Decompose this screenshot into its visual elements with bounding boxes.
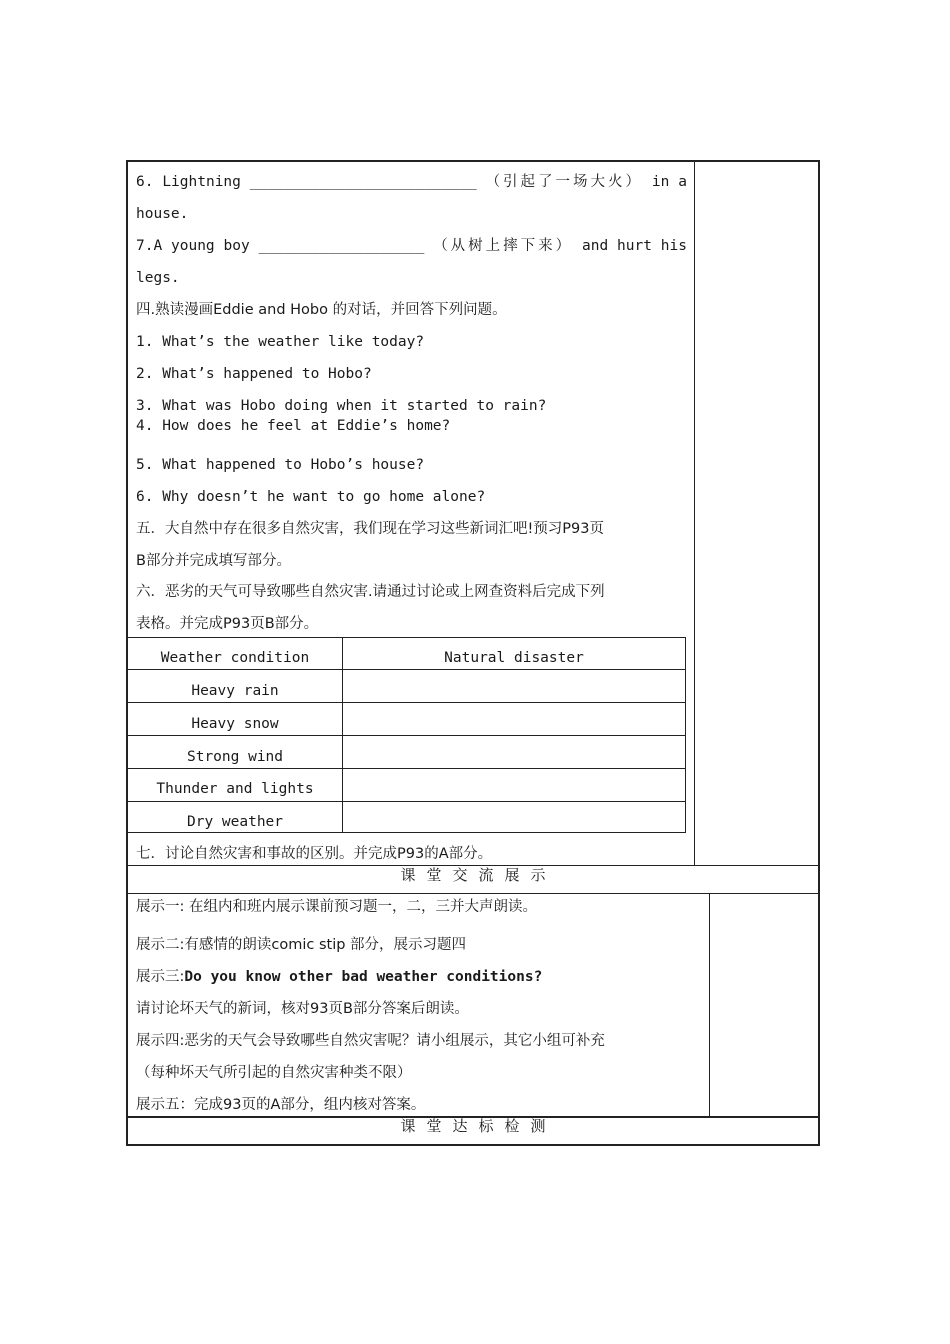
question-1: 1. What’s the weather like today?: [136, 334, 425, 350]
table-row-label: Thunder and lights: [156, 781, 314, 797]
section-5-line-2: B部分并完成填写部分。: [136, 553, 291, 569]
item-number: 6.: [136, 174, 154, 190]
section-4-title: 四.熟读漫画Eddie and Hobo 的对话，并回答下列问题。: [136, 302, 507, 318]
section-6-line-1: 六．恶劣的天气可导致哪些自然灾害.请通过讨论或上网查资料后完成下列: [136, 584, 605, 600]
item-word: boy: [223, 238, 250, 254]
answer-blank: __________________________: [249, 174, 477, 190]
table-row-divider: [128, 669, 685, 670]
item-number: 7.A: [136, 238, 163, 254]
chinese-hint: （从树上摔下来）: [433, 238, 574, 254]
table-row-divider: [128, 801, 685, 802]
divider-exchange-bottom: [127, 893, 819, 894]
chinese-hint: （引起了一场大火）: [485, 174, 644, 190]
item-word: and: [582, 238, 609, 254]
right-column-divider-mid: [709, 894, 710, 1117]
show-4: 展示四:恶劣的天气会导致哪些自然灾害呢？请小组展示，其它小组可补充: [136, 1033, 605, 1049]
section-6-line-2: 表格。并完成P93页B部分。: [136, 616, 319, 632]
fill-item-6: [136, 173, 687, 191]
fill-item-7-cont: legs.: [136, 270, 180, 286]
question-4: 4. How does he feel at Eddie’s home?: [136, 418, 451, 434]
show-3-label: 展示三:: [136, 969, 185, 985]
header-natural-disaster: Natural disaster: [444, 650, 584, 666]
table-row-divider: [128, 768, 685, 769]
item-word: in: [651, 174, 670, 190]
answer-blank: ___________________: [258, 238, 425, 254]
fill-item-7: [136, 237, 687, 255]
question-5: 5. What happened to Hobo’s house?: [136, 457, 425, 473]
show-3: [136, 968, 542, 986]
table-row-label: Heavy rain: [191, 683, 279, 699]
question-3: 3. What was Hobo doing when it started to rain?: [136, 398, 547, 414]
header-weather-condition: Weather condition: [160, 650, 310, 666]
show-1: 展示一: 在组内和班内展示课前预习题一，二，三并大声朗读。: [136, 899, 537, 915]
item-word: Lightning: [162, 174, 241, 190]
weather-disaster-table: [127, 637, 686, 833]
item-word: a: [678, 174, 687, 190]
table-row-divider: [128, 735, 685, 736]
item-word: hurt: [617, 238, 652, 254]
item-word: young: [171, 238, 215, 254]
right-column-divider-top: [694, 161, 695, 866]
question-6: 6. Why doesn’t he want to go home alone?: [136, 489, 486, 505]
show-4-note: （每种坏天气所引起的自然灾害种类不限）: [136, 1065, 412, 1081]
discuss-line: 请讨论坏天气的新词，核对93页B部分答案后朗读。: [136, 1001, 469, 1017]
show-3-text: Do you know other bad weather conditions?: [184, 969, 543, 985]
table-row-divider: [128, 702, 685, 703]
section-5-line-1: 五．大自然中存在很多自然灾害，我们现在学习这些新词汇吧!预习P93页: [136, 521, 605, 537]
fill-item-6-cont: house.: [136, 206, 189, 222]
show-5: 展示五：完成93页的A部分，组内核对答案。: [136, 1097, 426, 1113]
exchange-title: 课堂交流展示: [400, 866, 557, 884]
test-title: 课堂达标检测: [400, 1117, 557, 1135]
show-2: 展示二:有感情的朗读comic stip 部分，展示习题四: [136, 937, 467, 953]
item-word: his: [660, 238, 687, 254]
question-2: 2. What’s happened to Hobo?: [136, 366, 372, 382]
section-7: 七．讨论自然灾害和事故的区别。并完成P93的A部分。: [136, 846, 493, 862]
table-row-label: Strong wind: [186, 749, 284, 765]
table-row-label: Dry weather: [186, 814, 284, 830]
table-row-label: Heavy snow: [191, 716, 279, 732]
